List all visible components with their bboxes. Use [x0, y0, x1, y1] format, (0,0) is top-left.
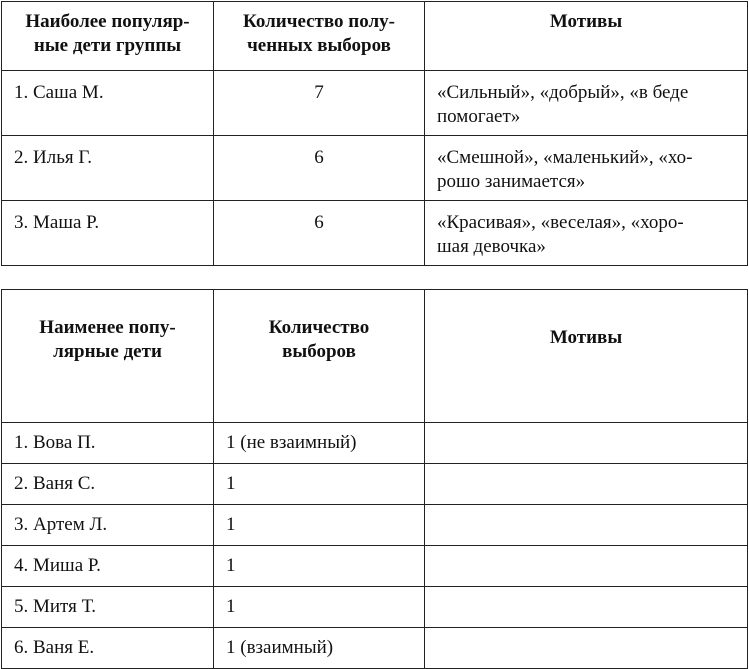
header-children: Наиболее популяр- ные дети группы	[2, 2, 214, 71]
table-row	[2, 71, 748, 136]
header-children: Наименее попу- лярные дети	[2, 290, 214, 423]
table-row	[2, 201, 748, 266]
choices-count: 1 (взаимный)	[214, 628, 425, 669]
motives-text	[425, 505, 748, 546]
choices-count: 7	[214, 71, 425, 136]
child-name: 5. Митя Т.	[2, 587, 214, 628]
table-row	[2, 464, 748, 505]
child-name: 1. Вова П.	[2, 423, 214, 464]
motives-text: «Сильный», «добрый», «в беде помогает»	[425, 71, 748, 136]
motives-text: «Красивая», «веселая», «хоро- шая девочка»	[425, 201, 748, 266]
choices-count: 1	[214, 587, 425, 628]
table-row	[2, 136, 748, 201]
choices-count: 6	[214, 201, 425, 266]
header-motives: Мотивы	[425, 290, 748, 423]
child-name: 2. Ваня С.	[2, 464, 214, 505]
child-name: 3. Артем Л.	[2, 505, 214, 546]
choices-count: 1	[214, 505, 425, 546]
motives-text	[425, 587, 748, 628]
choices-count: 1	[214, 464, 425, 505]
child-name: 4. Миша Р.	[2, 546, 214, 587]
header-motives: Мотивы	[425, 2, 748, 71]
popular-children-table	[1, 1, 748, 266]
header-count: Количество полу- ченных выборов	[214, 2, 425, 71]
child-name: 3. Маша Р.	[2, 201, 214, 266]
header-count: Количество выборов	[214, 290, 425, 423]
choices-count: 6	[214, 136, 425, 201]
table-row	[2, 505, 748, 546]
child-name: 1. Саша М.	[2, 71, 214, 136]
motives-text	[425, 464, 748, 505]
choices-count: 1 (не взаимный)	[214, 423, 425, 464]
motives-text	[425, 546, 748, 587]
motives-text	[425, 628, 748, 669]
motives-text: «Смешной», «маленький», «хо- рошо занимается»	[425, 136, 748, 201]
child-name: 2. Илья Г.	[2, 136, 214, 201]
table-row	[2, 546, 748, 587]
table-header-row	[2, 290, 748, 423]
choices-count: 1	[214, 546, 425, 587]
motives-text	[425, 423, 748, 464]
child-name: 6. Ваня Е.	[2, 628, 214, 669]
table-row	[2, 628, 748, 669]
table-row	[2, 423, 748, 464]
table-row	[2, 587, 748, 628]
unpopular-children-table	[1, 289, 748, 669]
table-header-row	[2, 2, 748, 71]
